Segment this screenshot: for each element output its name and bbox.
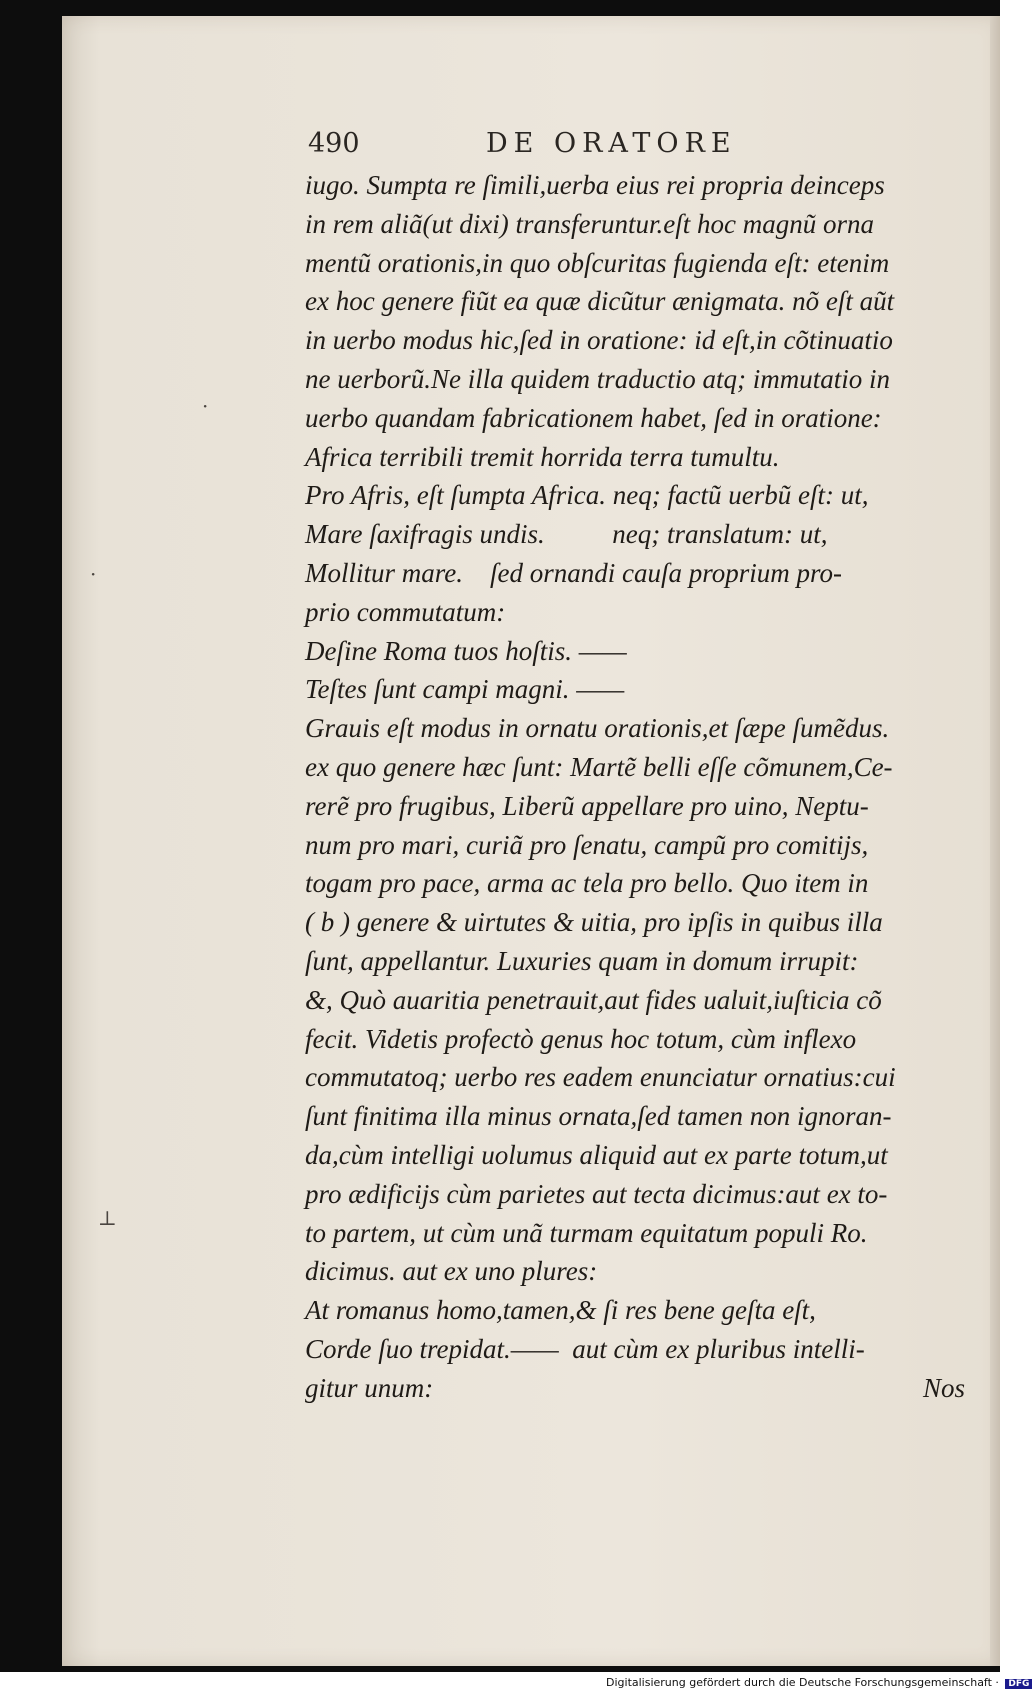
verse-line: Teſtes ſunt campi magni. —— — [305, 674, 625, 705]
text-line: ſunt, appellantur. Luxuries quam in domum irrupit: — [305, 945, 859, 976]
margin-dot: · — [202, 394, 209, 418]
body-text — [305, 166, 965, 1408]
text-line: commutatoq; uerbo res eadem enunciatur ornatius:cui — [305, 1062, 896, 1093]
text-line: dicimus. aut ex uno plures: — [305, 1256, 598, 1287]
text-line: togam pro pace, arma ac tela pro bello. Quo item in — [305, 868, 869, 899]
catchword: Nos — [922, 1372, 965, 1403]
verse-line: Africa terribili tremit horrida terra tumultu. — [305, 441, 780, 472]
digitization-credit — [606, 1676, 1030, 1690]
text-line: ( b ) genere & uirtutes & uitia, pro ipſis in quibus illa — [305, 907, 883, 938]
text-line: rerẽ pro frugibus, Liberũ appellare pro uino, Neptu- — [305, 790, 869, 821]
page-edge — [990, 16, 1000, 1666]
text-line: gitur unum: — [305, 1372, 434, 1403]
text-line: mentũ orationis,in quo obſcuritas fugienda eſt: etenim — [305, 247, 890, 278]
verse-line: Deſine Roma tuos hoſtis. —— — [305, 635, 627, 666]
text-line: iugo. Sumpta re ſimili,uerba eius rei propria deinceps — [305, 170, 885, 200]
last-line — [305, 1369, 965, 1408]
text-line: pro ædificijs cùm parietes aut tecta dicimus:aut ex to- — [305, 1178, 888, 1209]
text-line: num pro mari, curiã pro ſenatu, campũ pro comitijs, — [305, 829, 869, 860]
text-line: &, Quò auaritia penetrauit,aut fides ualuit,iuſticia cõ — [305, 984, 882, 1015]
text-line: ne uerborũ.Ne illa quidem traductio atq; immutatio in — [305, 363, 890, 394]
text-line: to partem, ut cùm unã turmam equitatum populi Ro. — [305, 1217, 868, 1248]
dfg-logo: DFG — [1005, 1679, 1032, 1689]
margin-mark: ⊥ — [98, 1206, 117, 1230]
page-header — [308, 128, 788, 168]
text-line: in rem aliã(ut dixi) transferuntur.eſt hoc magnũ orna — [305, 208, 874, 239]
page-number: 490 — [308, 128, 360, 159]
verse-line: At romanus homo,tamen,& ſi res bene geſta eſt, — [305, 1295, 816, 1326]
credit-text: Digitalisierung gefördert durch die Deutsche Forschungsgemeinschaft · — [606, 1676, 999, 1689]
margin-dot: · — [90, 562, 97, 586]
text-line: ex quo genere hæc ſunt: Martẽ belli eſſe cõmunem,Ce- — [305, 751, 893, 782]
text-line: ſunt finitima illa minus ornata,ſed tamen non ignoran- — [305, 1101, 892, 1132]
text-line: Mare ſaxifragis undis. neq; translatum: ut, — [305, 519, 828, 550]
text-line: Mollitur mare. ſed ornandi cauſa proprium pro- — [305, 557, 842, 588]
text-line: fecit. Videtis profectò genus hoc totum, cùm inflexo — [305, 1023, 857, 1054]
text-line: Pro Afris, eſt ſumpta Africa. neq; factũ uerbũ eſt: ut, — [305, 480, 869, 511]
text-line: Grauis eſt modus in ornatu orationis,et ſæpe ſumẽdus. — [305, 713, 890, 744]
text-line: prio commutatum: — [305, 596, 506, 627]
text-line: da,cùm intelligi uolumus aliquid aut ex parte totum,ut — [305, 1139, 888, 1170]
text-line: ex hoc genere fiũt ea quæ dicũtur ænigmata. nõ eſt aũt — [305, 286, 895, 317]
text-line: uerbo quandam fabricationem habet, ſed in oratione: — [305, 402, 882, 433]
text-line: in uerbo modus hic,ſed in oratione: id eſt,in cõtinuatio — [305, 325, 893, 356]
text-line: Corde ſuo trepidat.—— aut cùm ex pluribus intelli- — [305, 1333, 865, 1364]
running-title: DE ORATORE — [486, 128, 737, 159]
